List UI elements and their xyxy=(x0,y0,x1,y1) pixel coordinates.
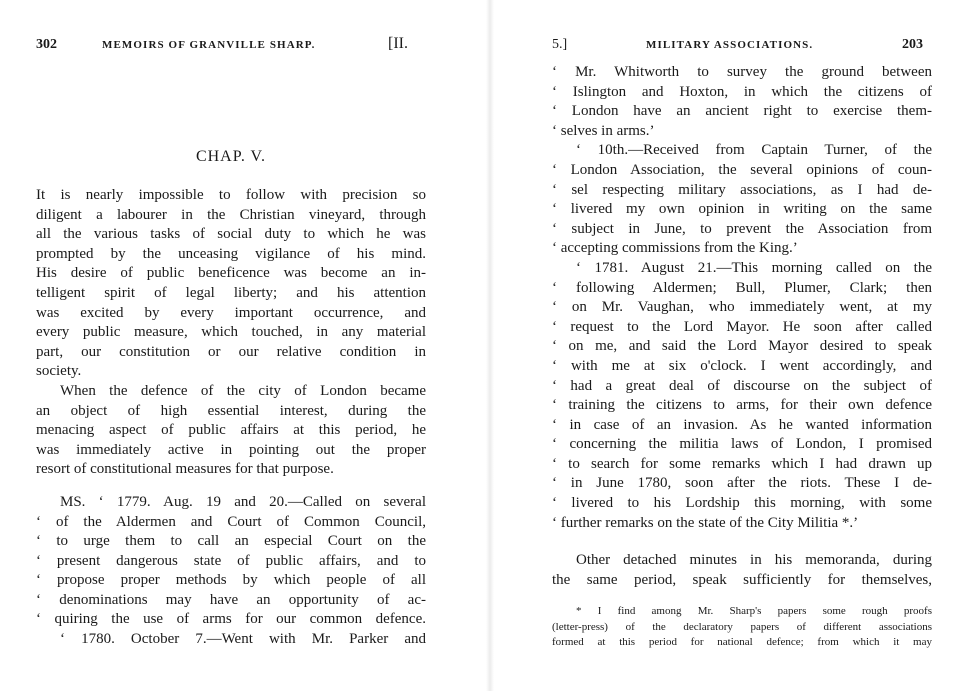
left-body-text xyxy=(36,186,426,650)
text-line: ‘ in case of an invasion. As he wanted information xyxy=(552,416,932,433)
text-line: ‘ present dangerous state of public affairs, and to xyxy=(36,552,426,569)
right-running-head xyxy=(490,37,980,55)
text-line: ‘ concerning the militia laws of London, I promised xyxy=(552,436,932,453)
text-line: all the various tasks of social duty to which he was xyxy=(36,226,426,243)
text-line: an object of high essential interest, during the xyxy=(36,402,426,419)
text-line: telligent spirit of legal liberty; and his attention xyxy=(36,284,426,301)
footnote xyxy=(552,604,932,651)
text-line: every public measure, which touched, in any material xyxy=(36,324,426,341)
paragraph-gap xyxy=(36,480,426,493)
text-line: * I find among Mr. Sharp's papers some rough proofs xyxy=(576,605,932,617)
text-line: ‘ to search for some remarks which I had drawn up xyxy=(552,455,932,472)
text-line: ‘ denominations may have an opportunity of ac- xyxy=(36,591,426,608)
text-line: ‘ 1781. August 21.—This morning called on the xyxy=(576,259,932,276)
text-line: ‘ accepting commissions from the King.’ xyxy=(552,240,798,257)
text-line: MS. ‘ 1779. Aug. 19 and 20.—Called on several xyxy=(60,493,426,510)
right-page xyxy=(490,0,980,691)
text-line: ‘ on me, and said the Lord Mayor desired to speak xyxy=(552,338,932,355)
text-line: ‘ to urge them to call an especial Court on the xyxy=(36,533,426,550)
text-line: was immediately active in pointing out the proper xyxy=(36,441,426,458)
text-line: ‘ training the citizens to arms, for their own defence xyxy=(552,397,932,414)
text-line: ‘ 10th.—Received from Captain Turner, of the xyxy=(576,142,932,159)
text-line: (letter-press) of the declaratory papers of different associations xyxy=(552,620,932,633)
text-line: His desire of public beneficence was become an in- xyxy=(36,265,426,282)
text-line: It is nearly impossible to follow with precision so xyxy=(36,187,426,203)
text-line: ‘ Mr. Whitworth to survey the ground between xyxy=(552,64,932,80)
paragraph-gap xyxy=(552,533,932,551)
text-line: ‘ request to the Lord Mayor. He soon after called xyxy=(552,318,932,335)
text-line: ‘ livered my own opinion in writing on the same xyxy=(552,201,932,218)
text-line: When the defence of the city of London became xyxy=(60,382,426,399)
text-line: resort of constitutional measures for that purpose. xyxy=(36,461,334,478)
text-line: formed at this period for national defence; from which it may xyxy=(552,636,932,648)
text-line: prompted by the unceasing vigilance of his mind. xyxy=(36,245,426,262)
text-line: menacing aspect of public affairs at this period, he xyxy=(36,422,426,439)
text-line: ‘ with me at six o'clock. I went accordingly, and xyxy=(552,357,932,374)
right-section-mark: 5.] xyxy=(552,37,568,52)
right-page-number: 203 xyxy=(902,37,923,52)
text-line: society. xyxy=(36,363,82,380)
text-line: ‘ of the Aldermen and Court of Common Council, xyxy=(36,513,426,530)
text-line: ‘ following Aldermen; Bull, Plumer, Clark; then xyxy=(552,279,932,296)
text-line: ‘ livered to his Lordship this morning, with some xyxy=(552,495,932,512)
text-line: ‘ further remarks on the state of the City Militia *.’ xyxy=(552,514,859,531)
text-line: ‘ had a great deal of discourse on the subject of xyxy=(552,377,932,394)
left-section-mark: [II. xyxy=(388,35,408,52)
text-line: ‘ 1780. October 7.—Went with Mr. Parker and xyxy=(60,631,426,648)
text-line: ‘ propose proper methods by which people of all xyxy=(36,572,426,589)
text-line: the same period, speak sufficiently for themselves, xyxy=(552,571,932,588)
text-line: ‘ sel respecting military associations, as I had de- xyxy=(552,181,932,198)
chapter-heading: CHAP. V. xyxy=(195,148,267,165)
text-line: ‘ subject in June, to prevent the Association from xyxy=(552,220,932,237)
left-running-head xyxy=(0,37,490,55)
text-line: ‘ London Association, the several opinions of coun- xyxy=(552,161,932,178)
text-line: diligent a labourer in the Christian vineyard, through xyxy=(36,206,426,223)
text-line: part, our constitution or our relative condition in xyxy=(36,343,426,360)
text-line: ‘ on Mr. Vaughan, who immediately went, at my xyxy=(552,299,932,316)
text-line: was excited by every important occurrence, and xyxy=(36,304,426,321)
text-line: ‘ in June 1780, soon after the riots. These I de- xyxy=(552,475,932,492)
left-running-title: MEMOIRS OF GRANVILLE SHARP. xyxy=(102,39,316,51)
text-line: ‘ London have an ancient right to exercise them- xyxy=(552,103,932,120)
text-line: ‘ quiring the use of arms for our common defence. xyxy=(36,611,426,628)
text-line: ‘ selves in arms.’ xyxy=(552,122,655,139)
left-page-number: 302 xyxy=(36,37,57,52)
text-line: Other detached minutes in his memoranda, during xyxy=(576,552,932,569)
right-body-text xyxy=(552,63,932,590)
right-running-title: MILITARY ASSOCIATIONS. xyxy=(646,39,814,51)
text-line: ‘ Islington and Hoxton, in which the citizens of xyxy=(552,83,932,100)
